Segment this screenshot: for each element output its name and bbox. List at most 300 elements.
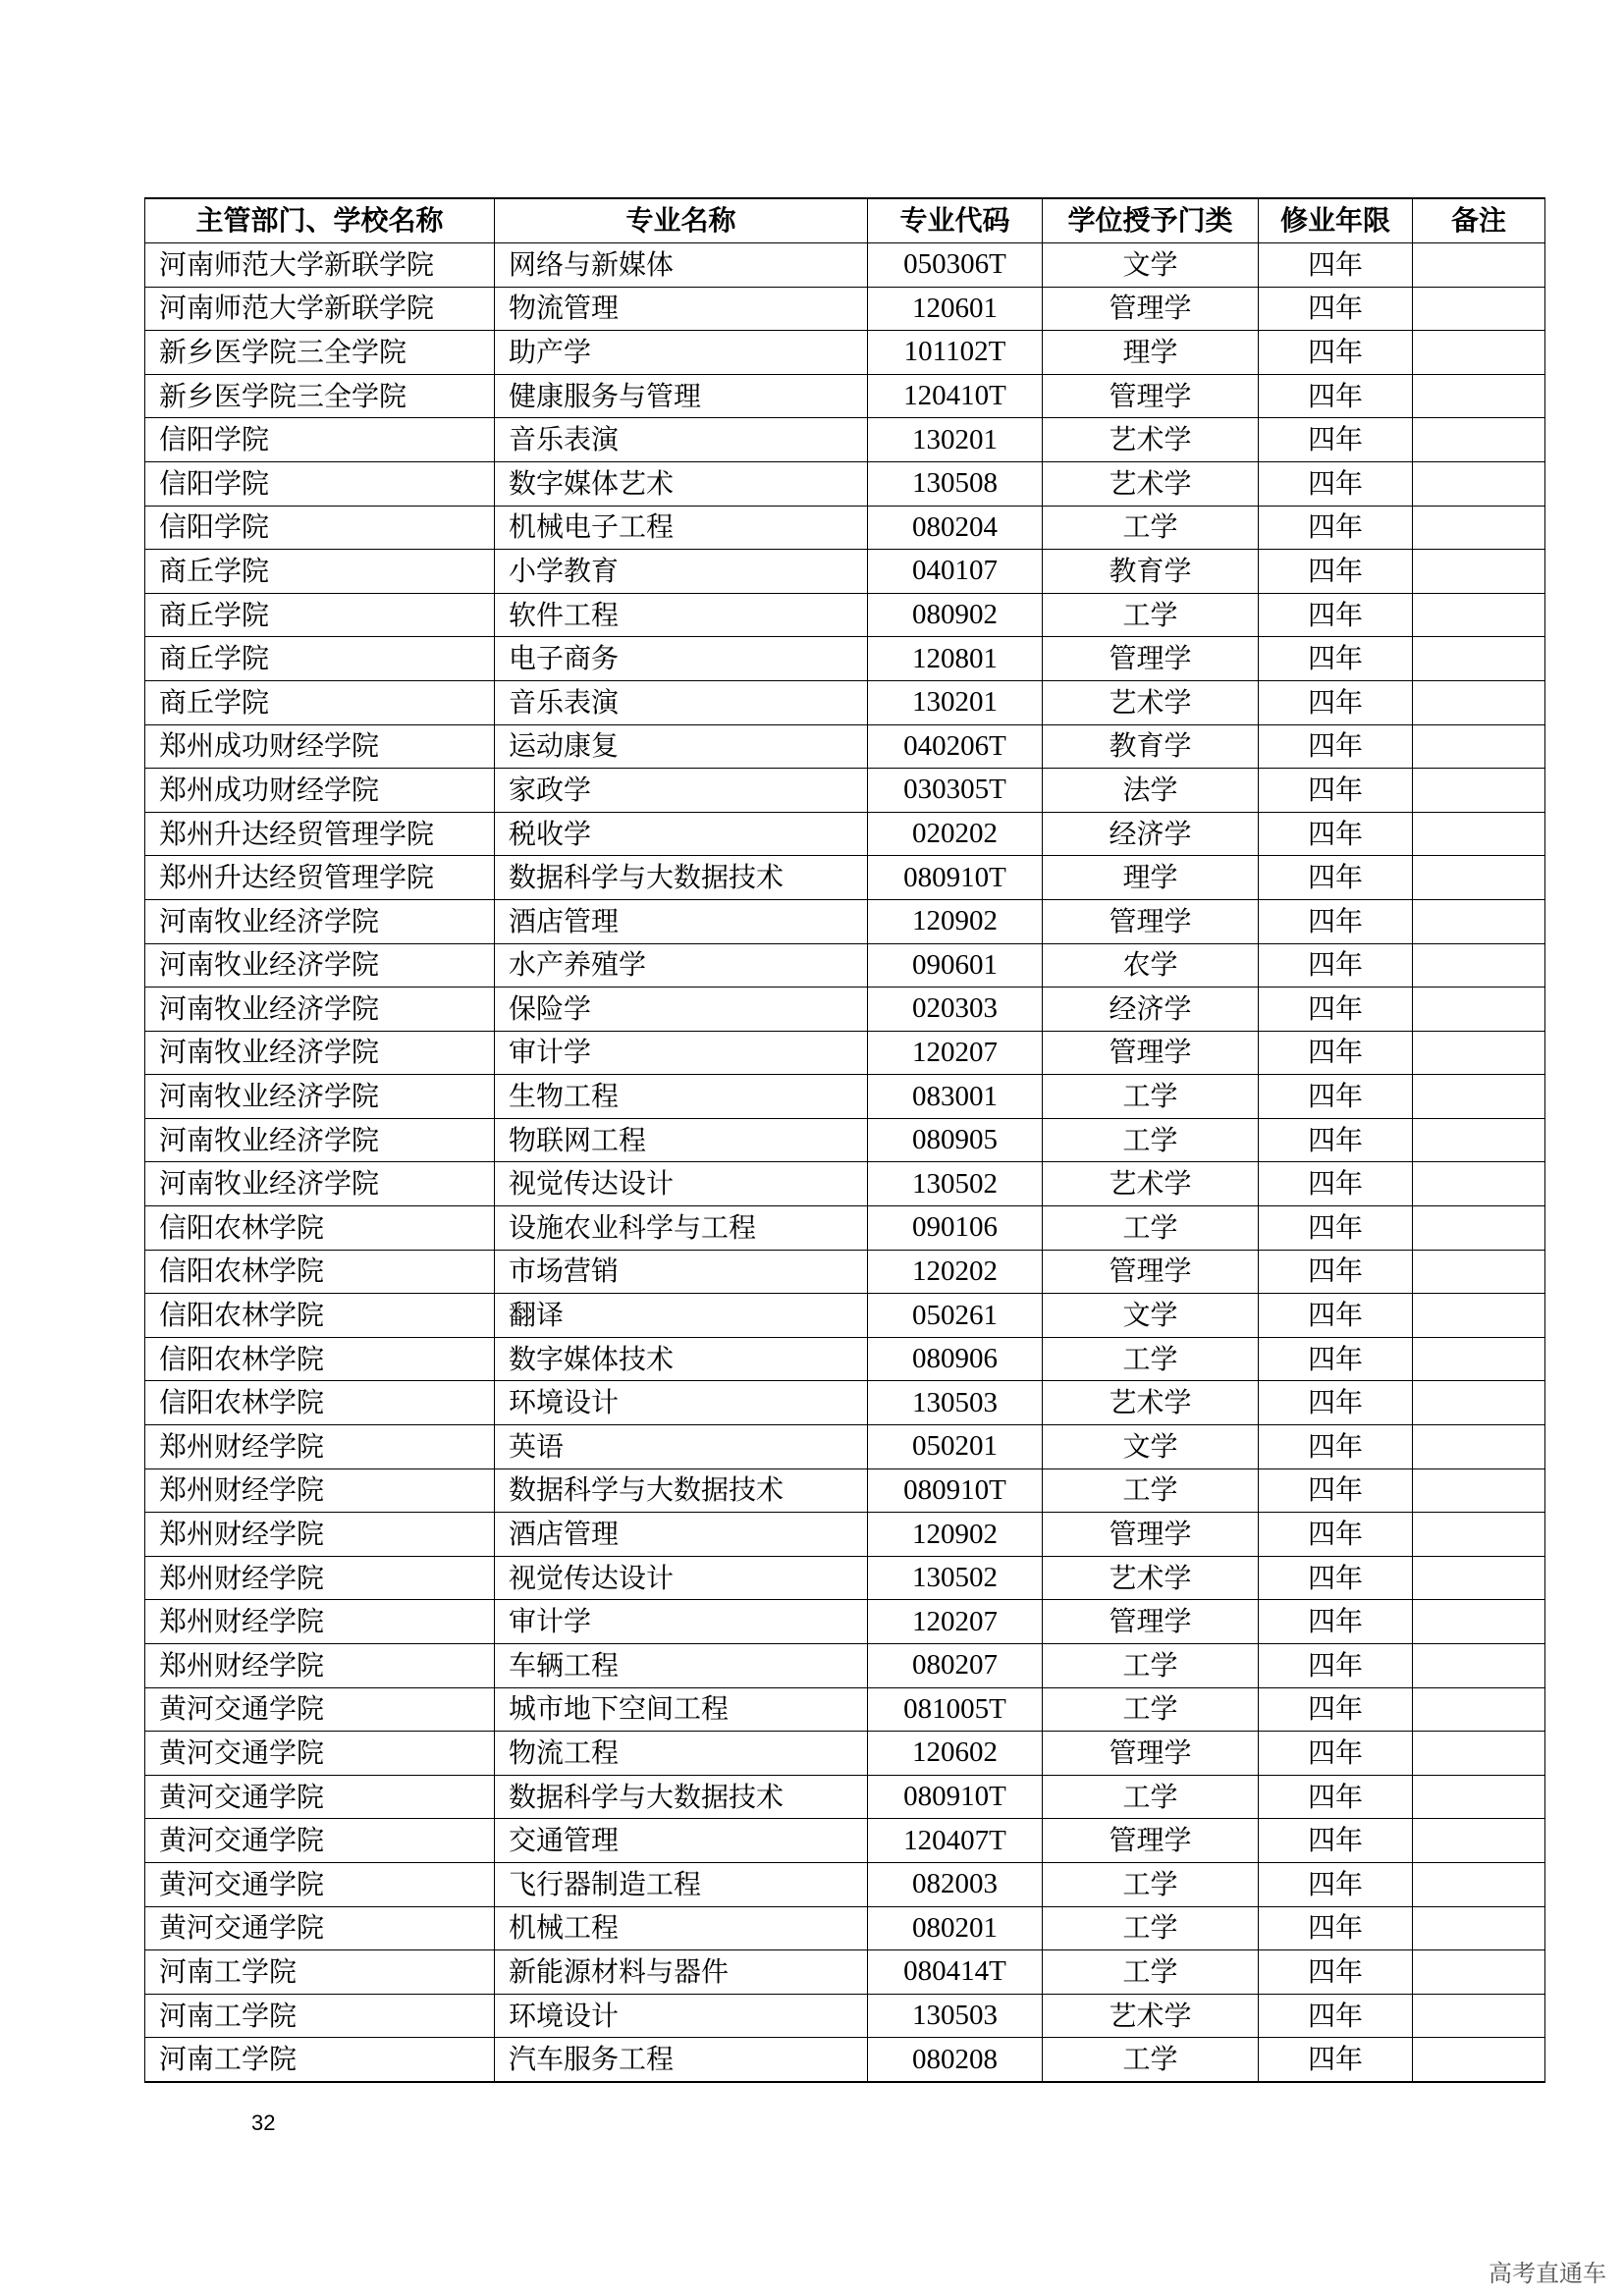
major-cell: 视觉传达设计 bbox=[495, 1162, 868, 1206]
degree-cell: 经济学 bbox=[1043, 812, 1259, 856]
code-cell: 120207 bbox=[868, 1600, 1043, 1644]
remarks-cell bbox=[1413, 1994, 1545, 2038]
school-cell: 信阳学院 bbox=[145, 418, 495, 462]
remarks-cell bbox=[1413, 1950, 1545, 1995]
school-cell: 信阳农林学院 bbox=[145, 1294, 495, 1338]
years-cell: 四年 bbox=[1259, 418, 1413, 462]
page-number: 32 bbox=[251, 2110, 276, 2135]
degree-cell: 艺术学 bbox=[1043, 461, 1259, 506]
years-cell: 四年 bbox=[1259, 943, 1413, 988]
remarks-cell bbox=[1413, 418, 1545, 462]
degree-cell: 管理学 bbox=[1043, 374, 1259, 418]
school-cell: 新乡医学院三全学院 bbox=[145, 331, 495, 375]
remarks-cell bbox=[1413, 1556, 1545, 1600]
remarks-cell bbox=[1413, 680, 1545, 724]
degree-cell: 工学 bbox=[1043, 2038, 1259, 2082]
code-cell: 020202 bbox=[868, 812, 1043, 856]
code-cell: 130502 bbox=[868, 1162, 1043, 1206]
remarks-cell bbox=[1413, 287, 1545, 331]
remarks-cell bbox=[1413, 1425, 1545, 1469]
major-cell: 机械电子工程 bbox=[495, 506, 868, 550]
code-cell: 080204 bbox=[868, 506, 1043, 550]
degree-cell: 文学 bbox=[1043, 243, 1259, 288]
school-cell: 商丘学院 bbox=[145, 637, 495, 681]
years-cell: 四年 bbox=[1259, 1118, 1413, 1162]
table-row bbox=[145, 1513, 1545, 1557]
years-cell: 四年 bbox=[1259, 1906, 1413, 1950]
years-cell: 四年 bbox=[1259, 374, 1413, 418]
remarks-cell bbox=[1413, 1337, 1545, 1381]
major-cell: 酒店管理 bbox=[495, 1513, 868, 1557]
years-cell: 四年 bbox=[1259, 1994, 1413, 2038]
school-cell: 商丘学院 bbox=[145, 680, 495, 724]
school-cell: 河南工学院 bbox=[145, 1950, 495, 1995]
remarks-cell bbox=[1413, 1206, 1545, 1251]
code-cell: 120602 bbox=[868, 1732, 1043, 1776]
code-cell: 130508 bbox=[868, 461, 1043, 506]
remarks-cell bbox=[1413, 550, 1545, 594]
table-row bbox=[145, 812, 1545, 856]
school-cell: 河南牧业经济学院 bbox=[145, 988, 495, 1032]
years-cell: 四年 bbox=[1259, 287, 1413, 331]
table-row bbox=[145, 1732, 1545, 1776]
degree-cell: 艺术学 bbox=[1043, 418, 1259, 462]
years-cell: 四年 bbox=[1259, 899, 1413, 943]
degree-cell: 理学 bbox=[1043, 856, 1259, 900]
table-row bbox=[145, 943, 1545, 988]
table-row bbox=[145, 287, 1545, 331]
degree-cell: 理学 bbox=[1043, 331, 1259, 375]
major-cell: 网络与新媒体 bbox=[495, 243, 868, 288]
degree-cell: 艺术学 bbox=[1043, 680, 1259, 724]
table-row bbox=[145, 1337, 1545, 1381]
remarks-cell bbox=[1413, 1162, 1545, 1206]
code-cell: 120801 bbox=[868, 637, 1043, 681]
table-row bbox=[145, 899, 1545, 943]
table-row bbox=[145, 988, 1545, 1032]
degree-cell: 工学 bbox=[1043, 1950, 1259, 1995]
table-row bbox=[145, 1381, 1545, 1425]
table-row bbox=[145, 1687, 1545, 1732]
major-cell: 音乐表演 bbox=[495, 680, 868, 724]
code-cell: 083001 bbox=[868, 1075, 1043, 1119]
remarks-cell bbox=[1413, 724, 1545, 769]
table-row bbox=[145, 506, 1545, 550]
degree-cell: 教育学 bbox=[1043, 724, 1259, 769]
remarks-cell bbox=[1413, 506, 1545, 550]
years-cell: 四年 bbox=[1259, 2038, 1413, 2082]
years-cell: 四年 bbox=[1259, 1513, 1413, 1557]
table-row bbox=[145, 1425, 1545, 1469]
degree-cell: 农学 bbox=[1043, 943, 1259, 988]
table-row bbox=[145, 1294, 1545, 1338]
code-cell: 082003 bbox=[868, 1862, 1043, 1906]
table-row bbox=[145, 1206, 1545, 1251]
code-cell: 080905 bbox=[868, 1118, 1043, 1162]
school-cell: 郑州成功财经学院 bbox=[145, 724, 495, 769]
school-cell: 信阳农林学院 bbox=[145, 1337, 495, 1381]
school-cell: 郑州财经学院 bbox=[145, 1468, 495, 1513]
code-cell: 020303 bbox=[868, 988, 1043, 1032]
degree-cell: 教育学 bbox=[1043, 550, 1259, 594]
years-cell: 四年 bbox=[1259, 812, 1413, 856]
remarks-cell bbox=[1413, 1031, 1545, 1075]
header-major: 专业名称 bbox=[495, 198, 868, 243]
watermark: 高考直通车 bbox=[1489, 2260, 1606, 2287]
years-cell: 四年 bbox=[1259, 1687, 1413, 1732]
code-cell: 120601 bbox=[868, 287, 1043, 331]
degree-cell: 管理学 bbox=[1043, 287, 1259, 331]
school-cell: 河南工学院 bbox=[145, 2038, 495, 2082]
years-cell: 四年 bbox=[1259, 1425, 1413, 1469]
school-cell: 黄河交通学院 bbox=[145, 1732, 495, 1776]
code-cell: 090601 bbox=[868, 943, 1043, 988]
school-cell: 信阳学院 bbox=[145, 506, 495, 550]
school-cell: 信阳农林学院 bbox=[145, 1381, 495, 1425]
code-cell: 130503 bbox=[868, 1994, 1043, 2038]
header-school: 主管部门、学校名称 bbox=[145, 198, 495, 243]
degree-cell: 管理学 bbox=[1043, 1819, 1259, 1863]
code-cell: 080910T bbox=[868, 1775, 1043, 1819]
code-cell: 120902 bbox=[868, 899, 1043, 943]
major-cell: 保险学 bbox=[495, 988, 868, 1032]
degree-cell: 管理学 bbox=[1043, 1732, 1259, 1776]
remarks-cell bbox=[1413, 1775, 1545, 1819]
major-cell: 设施农业科学与工程 bbox=[495, 1206, 868, 1251]
table-row bbox=[145, 2038, 1545, 2082]
school-cell: 河南牧业经济学院 bbox=[145, 899, 495, 943]
years-cell: 四年 bbox=[1259, 243, 1413, 288]
code-cell: 120202 bbox=[868, 1250, 1043, 1294]
years-cell: 四年 bbox=[1259, 1031, 1413, 1075]
major-cell: 运动康复 bbox=[495, 724, 868, 769]
code-cell: 050261 bbox=[868, 1294, 1043, 1338]
major-cell: 健康服务与管理 bbox=[495, 374, 868, 418]
code-cell: 030305T bbox=[868, 769, 1043, 813]
major-cell: 英语 bbox=[495, 1425, 868, 1469]
degree-cell: 工学 bbox=[1043, 1206, 1259, 1251]
degree-cell: 管理学 bbox=[1043, 1513, 1259, 1557]
degree-cell: 工学 bbox=[1043, 1468, 1259, 1513]
remarks-cell bbox=[1413, 1294, 1545, 1338]
remarks-cell bbox=[1413, 1513, 1545, 1557]
degree-cell: 工学 bbox=[1043, 1687, 1259, 1732]
table-row bbox=[145, 1031, 1545, 1075]
school-cell: 河南牧业经济学院 bbox=[145, 1162, 495, 1206]
school-cell: 商丘学院 bbox=[145, 593, 495, 637]
years-cell: 四年 bbox=[1259, 1250, 1413, 1294]
degree-cell: 文学 bbox=[1043, 1294, 1259, 1338]
major-cell: 数字媒体技术 bbox=[495, 1337, 868, 1381]
remarks-cell bbox=[1413, 856, 1545, 900]
major-cell: 新能源材料与器件 bbox=[495, 1950, 868, 1995]
years-cell: 四年 bbox=[1259, 1819, 1413, 1863]
table-row bbox=[145, 1468, 1545, 1513]
code-cell: 080207 bbox=[868, 1644, 1043, 1688]
header-years: 修业年限 bbox=[1259, 198, 1413, 243]
years-cell: 四年 bbox=[1259, 637, 1413, 681]
code-cell: 080910T bbox=[868, 856, 1043, 900]
table-row bbox=[145, 1118, 1545, 1162]
code-cell: 120410T bbox=[868, 374, 1043, 418]
years-cell: 四年 bbox=[1259, 769, 1413, 813]
major-cell: 数据科学与大数据技术 bbox=[495, 1468, 868, 1513]
remarks-cell bbox=[1413, 988, 1545, 1032]
major-cell: 数据科学与大数据技术 bbox=[495, 856, 868, 900]
major-cell: 审计学 bbox=[495, 1600, 868, 1644]
remarks-cell bbox=[1413, 593, 1545, 637]
remarks-cell bbox=[1413, 1250, 1545, 1294]
remarks-cell bbox=[1413, 1687, 1545, 1732]
major-cell: 审计学 bbox=[495, 1031, 868, 1075]
table-row bbox=[145, 769, 1545, 813]
table-row bbox=[145, 593, 1545, 637]
majors-table bbox=[144, 197, 1545, 2083]
table-row bbox=[145, 680, 1545, 724]
table-row bbox=[145, 1994, 1545, 2038]
remarks-cell bbox=[1413, 1644, 1545, 1688]
code-cell: 050306T bbox=[868, 243, 1043, 288]
table-row bbox=[145, 1556, 1545, 1600]
degree-cell: 工学 bbox=[1043, 1118, 1259, 1162]
table-row bbox=[145, 1950, 1545, 1995]
table-row bbox=[145, 1162, 1545, 1206]
years-cell: 四年 bbox=[1259, 724, 1413, 769]
remarks-cell bbox=[1413, 1906, 1545, 1950]
code-cell: 080414T bbox=[868, 1950, 1043, 1995]
header-code: 专业代码 bbox=[868, 198, 1043, 243]
table-row bbox=[145, 1250, 1545, 1294]
code-cell: 080208 bbox=[868, 2038, 1043, 2082]
degree-cell: 管理学 bbox=[1043, 1250, 1259, 1294]
table-row bbox=[145, 1819, 1545, 1863]
major-cell: 物流管理 bbox=[495, 287, 868, 331]
remarks-cell bbox=[1413, 461, 1545, 506]
major-cell: 水产养殖学 bbox=[495, 943, 868, 988]
remarks-cell bbox=[1413, 899, 1545, 943]
code-cell: 120207 bbox=[868, 1031, 1043, 1075]
school-cell: 河南牧业经济学院 bbox=[145, 1031, 495, 1075]
remarks-cell bbox=[1413, 1118, 1545, 1162]
years-cell: 四年 bbox=[1259, 1381, 1413, 1425]
remarks-cell bbox=[1413, 1819, 1545, 1863]
school-cell: 黄河交通学院 bbox=[145, 1775, 495, 1819]
code-cell: 090106 bbox=[868, 1206, 1043, 1251]
years-cell: 四年 bbox=[1259, 1644, 1413, 1688]
school-cell: 郑州财经学院 bbox=[145, 1600, 495, 1644]
major-cell: 城市地下空间工程 bbox=[495, 1687, 868, 1732]
remarks-cell bbox=[1413, 1862, 1545, 1906]
school-cell: 河南师范大学新联学院 bbox=[145, 243, 495, 288]
school-cell: 黄河交通学院 bbox=[145, 1687, 495, 1732]
major-cell: 车辆工程 bbox=[495, 1644, 868, 1688]
major-cell: 税收学 bbox=[495, 812, 868, 856]
table-row bbox=[145, 856, 1545, 900]
major-cell: 酒店管理 bbox=[495, 899, 868, 943]
degree-cell: 管理学 bbox=[1043, 637, 1259, 681]
degree-cell: 工学 bbox=[1043, 1862, 1259, 1906]
school-cell: 河南牧业经济学院 bbox=[145, 1118, 495, 1162]
years-cell: 四年 bbox=[1259, 1862, 1413, 1906]
table-row bbox=[145, 550, 1545, 594]
school-cell: 河南牧业经济学院 bbox=[145, 1075, 495, 1119]
code-cell: 040206T bbox=[868, 724, 1043, 769]
table-row bbox=[145, 637, 1545, 681]
table-row bbox=[145, 1775, 1545, 1819]
degree-cell: 工学 bbox=[1043, 1644, 1259, 1688]
degree-cell: 管理学 bbox=[1043, 899, 1259, 943]
years-cell: 四年 bbox=[1259, 1337, 1413, 1381]
school-cell: 郑州财经学院 bbox=[145, 1513, 495, 1557]
school-cell: 河南牧业经济学院 bbox=[145, 943, 495, 988]
remarks-cell bbox=[1413, 243, 1545, 288]
major-cell: 环境设计 bbox=[495, 1994, 868, 2038]
years-cell: 四年 bbox=[1259, 550, 1413, 594]
school-cell: 郑州财经学院 bbox=[145, 1556, 495, 1600]
remarks-cell bbox=[1413, 374, 1545, 418]
table-row bbox=[145, 724, 1545, 769]
years-cell: 四年 bbox=[1259, 1775, 1413, 1819]
school-cell: 信阳学院 bbox=[145, 461, 495, 506]
school-cell: 黄河交通学院 bbox=[145, 1862, 495, 1906]
major-cell: 汽车服务工程 bbox=[495, 2038, 868, 2082]
code-cell: 040107 bbox=[868, 550, 1043, 594]
degree-cell: 工学 bbox=[1043, 506, 1259, 550]
school-cell: 河南师范大学新联学院 bbox=[145, 287, 495, 331]
table-row bbox=[145, 1862, 1545, 1906]
remarks-cell bbox=[1413, 943, 1545, 988]
years-cell: 四年 bbox=[1259, 1600, 1413, 1644]
code-cell: 081005T bbox=[868, 1687, 1043, 1732]
major-cell: 交通管理 bbox=[495, 1819, 868, 1863]
major-cell: 视觉传达设计 bbox=[495, 1556, 868, 1600]
years-cell: 四年 bbox=[1259, 461, 1413, 506]
remarks-cell bbox=[1413, 2038, 1545, 2082]
degree-cell: 工学 bbox=[1043, 1906, 1259, 1950]
years-cell: 四年 bbox=[1259, 1206, 1413, 1251]
years-cell: 四年 bbox=[1259, 1162, 1413, 1206]
code-cell: 080906 bbox=[868, 1337, 1043, 1381]
school-cell: 黄河交通学院 bbox=[145, 1906, 495, 1950]
years-cell: 四年 bbox=[1259, 506, 1413, 550]
code-cell: 080910T bbox=[868, 1468, 1043, 1513]
degree-cell: 工学 bbox=[1043, 1775, 1259, 1819]
years-cell: 四年 bbox=[1259, 1075, 1413, 1119]
years-cell: 四年 bbox=[1259, 680, 1413, 724]
remarks-cell bbox=[1413, 769, 1545, 813]
table-row bbox=[145, 1644, 1545, 1688]
years-cell: 四年 bbox=[1259, 856, 1413, 900]
remarks-cell bbox=[1413, 1732, 1545, 1776]
code-cell: 130201 bbox=[868, 680, 1043, 724]
code-cell: 130201 bbox=[868, 418, 1043, 462]
major-cell: 物流工程 bbox=[495, 1732, 868, 1776]
table-row bbox=[145, 243, 1545, 288]
remarks-cell bbox=[1413, 331, 1545, 375]
major-cell: 翻译 bbox=[495, 1294, 868, 1338]
table-row bbox=[145, 1906, 1545, 1950]
major-cell: 环境设计 bbox=[495, 1381, 868, 1425]
years-cell: 四年 bbox=[1259, 1294, 1413, 1338]
code-cell: 050201 bbox=[868, 1425, 1043, 1469]
table-row bbox=[145, 418, 1545, 462]
school-cell: 河南工学院 bbox=[145, 1994, 495, 2038]
degree-cell: 法学 bbox=[1043, 769, 1259, 813]
degree-cell: 艺术学 bbox=[1043, 1556, 1259, 1600]
degree-cell: 文学 bbox=[1043, 1425, 1259, 1469]
years-cell: 四年 bbox=[1259, 988, 1413, 1032]
major-cell: 音乐表演 bbox=[495, 418, 868, 462]
years-cell: 四年 bbox=[1259, 593, 1413, 637]
table-row bbox=[145, 331, 1545, 375]
major-cell: 市场营销 bbox=[495, 1250, 868, 1294]
code-cell: 120902 bbox=[868, 1513, 1043, 1557]
school-cell: 郑州成功财经学院 bbox=[145, 769, 495, 813]
table-row bbox=[145, 374, 1545, 418]
school-cell: 郑州财经学院 bbox=[145, 1425, 495, 1469]
degree-cell: 工学 bbox=[1043, 1337, 1259, 1381]
degree-cell: 管理学 bbox=[1043, 1600, 1259, 1644]
header-remarks: 备注 bbox=[1413, 198, 1545, 243]
degree-cell: 工学 bbox=[1043, 593, 1259, 637]
remarks-cell bbox=[1413, 1600, 1545, 1644]
major-cell: 助产学 bbox=[495, 331, 868, 375]
major-cell: 小学教育 bbox=[495, 550, 868, 594]
remarks-cell bbox=[1413, 812, 1545, 856]
table-row bbox=[145, 1600, 1545, 1644]
degree-cell: 艺术学 bbox=[1043, 1994, 1259, 2038]
major-cell: 机械工程 bbox=[495, 1906, 868, 1950]
school-cell: 郑州升达经贸管理学院 bbox=[145, 856, 495, 900]
major-cell: 数字媒体艺术 bbox=[495, 461, 868, 506]
code-cell: 130502 bbox=[868, 1556, 1043, 1600]
years-cell: 四年 bbox=[1259, 1556, 1413, 1600]
code-cell: 120407T bbox=[868, 1819, 1043, 1863]
school-cell: 郑州财经学院 bbox=[145, 1644, 495, 1688]
remarks-cell bbox=[1413, 637, 1545, 681]
degree-cell: 管理学 bbox=[1043, 1031, 1259, 1075]
degree-cell: 艺术学 bbox=[1043, 1381, 1259, 1425]
major-cell: 数据科学与大数据技术 bbox=[495, 1775, 868, 1819]
major-cell: 家政学 bbox=[495, 769, 868, 813]
major-cell: 物联网工程 bbox=[495, 1118, 868, 1162]
school-cell: 郑州升达经贸管理学院 bbox=[145, 812, 495, 856]
code-cell: 101102T bbox=[868, 331, 1043, 375]
major-cell: 软件工程 bbox=[495, 593, 868, 637]
school-cell: 黄河交通学院 bbox=[145, 1819, 495, 1863]
remarks-cell bbox=[1413, 1381, 1545, 1425]
years-cell: 四年 bbox=[1259, 1468, 1413, 1513]
major-cell: 飞行器制造工程 bbox=[495, 1862, 868, 1906]
header-degree: 学位授予门类 bbox=[1043, 198, 1259, 243]
code-cell: 130503 bbox=[868, 1381, 1043, 1425]
code-cell: 080902 bbox=[868, 593, 1043, 637]
remarks-cell bbox=[1413, 1075, 1545, 1119]
degree-cell: 经济学 bbox=[1043, 988, 1259, 1032]
years-cell: 四年 bbox=[1259, 1732, 1413, 1776]
remarks-cell bbox=[1413, 1468, 1545, 1513]
years-cell: 四年 bbox=[1259, 1950, 1413, 1995]
degree-cell: 艺术学 bbox=[1043, 1162, 1259, 1206]
school-cell: 新乡医学院三全学院 bbox=[145, 374, 495, 418]
major-cell: 生物工程 bbox=[495, 1075, 868, 1119]
table-row bbox=[145, 461, 1545, 506]
school-cell: 商丘学院 bbox=[145, 550, 495, 594]
major-cell: 电子商务 bbox=[495, 637, 868, 681]
table-body bbox=[145, 243, 1545, 2082]
table-row bbox=[145, 1075, 1545, 1119]
table-header-row bbox=[145, 198, 1545, 243]
